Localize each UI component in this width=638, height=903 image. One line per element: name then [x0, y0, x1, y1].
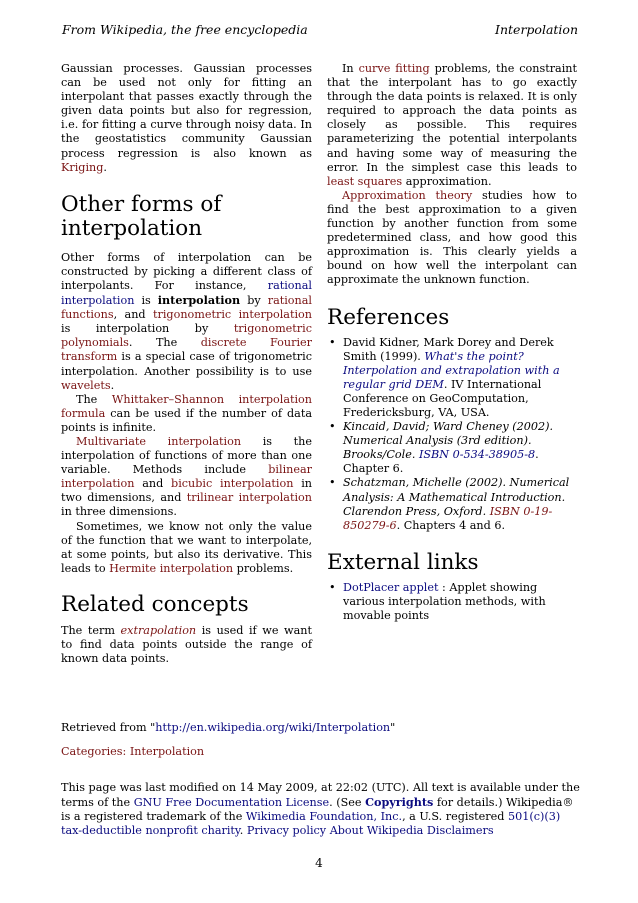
page-number: 4: [315, 856, 323, 870]
text: in two dimensions, and: [61, 477, 312, 505]
text: .: [103, 160, 107, 174]
text: . IV International Conference on GeoComputation, Fredericksburg, VA, USA.: [343, 377, 542, 419]
heading-external-links: External links: [327, 549, 479, 575]
paragraph-approximation-theory: [327, 189, 577, 288]
paragraph-multivariate: [61, 435, 312, 520]
references-list: [327, 336, 577, 533]
link-approximation-theory[interactable]: Approximation theory: [342, 188, 473, 202]
text: . Chapters 4 and 6.: [396, 518, 506, 532]
citation-text: Kincaid, David; Ward Cheney (2002). Numerical Analysis (3rd edition). Brooks/Cole.: [343, 420, 554, 462]
link-wavelets[interactable]: wavelets: [61, 378, 111, 392]
link-wikimedia-foundation[interactable]: Wikimedia Foundation, Inc.: [245, 810, 403, 824]
text: is used if we want to find data points outside the range of known data points.: [61, 623, 312, 666]
text: .: [110, 378, 115, 392]
heading-other-forms: Other forms of interpolation: [61, 191, 222, 241]
paragraph-whittaker: [61, 393, 312, 435]
running-header-title: Interpolation: [495, 22, 578, 37]
link-copyrights[interactable]: Copyrights: [365, 795, 434, 810]
reference-item: [343, 420, 577, 476]
heading-related-concepts: Related concepts: [61, 591, 249, 617]
link-about-wikipedia[interactable]: About Wikipedia: [329, 824, 424, 838]
left-column: [61, 62, 312, 666]
link-discrete-fourier-transform[interactable]: discrete Fourier transform: [61, 336, 312, 364]
text: Retrieved from ": [61, 721, 156, 734]
retrieved-from: [61, 721, 581, 735]
link-gfdl[interactable]: GNU Free Documentation License: [133, 796, 330, 810]
text: by: [240, 294, 268, 308]
link-rational-interpolation[interactable]: rational interpolation: [61, 278, 312, 308]
text: This page was last modified on 14 May 2009, at 22:02 (UTC). All text is available under the terms of the: [61, 781, 580, 810]
text: . The: [128, 336, 201, 350]
last-modified-notice: [61, 781, 581, 838]
link-whittaker-shannon[interactable]: Whittaker–Shannon interpolation formula: [61, 392, 312, 420]
text: approximation.: [402, 174, 492, 188]
text: is a special case of trigonometric interpolation. Another possibility is to use: [61, 350, 312, 378]
text: can be used if the number of data points is infinite.: [61, 406, 312, 434]
link-category-interpolation[interactable]: Interpolation: [129, 745, 205, 758]
text: and: [134, 477, 172, 491]
heading-references: References: [327, 304, 450, 330]
text: David Kidner, Mark Dorey and Derek Smith (1999).: [343, 335, 554, 363]
link-kriging[interactable]: Kriging: [61, 160, 104, 174]
link-multivariate-interpolation[interactable]: Multivariate interpolation: [76, 434, 242, 448]
link-privacy-policy[interactable]: Privacy policy: [246, 824, 327, 838]
text: in three dimensions.: [61, 505, 177, 519]
text: is: [134, 294, 158, 308]
link-hermite-interpolation[interactable]: Hermite interpolation: [109, 561, 234, 575]
link-dotplacer-applet[interactable]: DotPlacer applet: [343, 580, 439, 594]
paragraph-gaussian: [61, 62, 312, 175]
link-retrieved-url[interactable]: http://en.wikipedia.org/wiki/Interpolation: [155, 721, 391, 734]
reference-item: [343, 336, 577, 421]
paragraph-curve-fitting: [327, 62, 577, 189]
text: The: [76, 392, 112, 406]
paragraph-other-forms: [61, 251, 312, 393]
text: ": [390, 721, 396, 734]
link-bicubic-interpolation[interactable]: bicubic interpolation: [171, 477, 294, 491]
text: is the interpolation of functions of more than one variable. Methods include: [61, 434, 312, 477]
bold-term: interpolation: [157, 293, 241, 308]
categories-label[interactable]: Categories:: [61, 745, 130, 758]
link-trigonometric-interpolation[interactable]: trigonometric interpolation: [153, 308, 312, 322]
link-extrapolation[interactable]: extrapolation: [120, 623, 197, 637]
link-least-squares[interactable]: least squares: [327, 174, 403, 188]
text: : Applet showing various interpolation methods, with movable points: [343, 580, 546, 622]
text: for details.) Wikipedia® is a registered trademark of the: [61, 796, 574, 824]
categories: [61, 745, 581, 759]
citation-text: Schatzman, Michelle (2002). Numerical Analysis: A Mathematical Introduction. Clarendon Press, Oxford.: [343, 476, 570, 518]
external-link-item: [343, 581, 577, 623]
text: Sometimes, we know not only the value of the function that we want to interpolate, at some points, but also its derivative. This leads to: [61, 519, 312, 575]
link-bilinear-interpolation[interactable]: bilinear interpolation: [61, 463, 312, 491]
link-trigonometric-polynomials[interactable]: trigonometric polynomials: [61, 322, 312, 350]
text: problems, the constraint that the interpolant has to go exactly through the data points is relaxed. It is only required to approach the data points as closely as possible. This requires parameterizing the potential interpolants and having some way of measuring the error. In the simplest case this leads to: [327, 62, 578, 174]
link-isbn-0198502796[interactable]: ISBN 0-19-850279-6: [343, 504, 553, 532]
link-disclaimers[interactable]: Disclaimers: [426, 824, 494, 838]
paragraph-extrapolation: [61, 624, 312, 666]
paragraph-hermite: [61, 520, 312, 576]
text: studies how to find the best approximation to a given function by another function from some predetermined class, and how good this approximation is. This clearly yields a bound on how well the interpolant can approximate the unknown function.: [327, 188, 577, 287]
right-column: [327, 62, 577, 623]
reference-item: [343, 476, 577, 532]
text: . (See: [329, 796, 366, 810]
text: Gaussian processes. Gaussian processes can be used not only for fitting an interpolant that passes exactly through the given data points but also for regression, i.e. for fitting a curve through noisy data. In the geostatistics community Gaussian process regression is also known as: [61, 62, 312, 160]
text: . Chapter 6.: [343, 448, 539, 476]
link-trilinear-interpolation[interactable]: trilinear interpolation: [186, 491, 312, 505]
text: .: [239, 824, 247, 838]
text: In: [342, 62, 359, 75]
text: is interpolation by: [61, 322, 234, 336]
text: , and: [113, 308, 153, 322]
link-isbn-0534389058[interactable]: ISBN 0-534-38905-8: [418, 448, 536, 462]
text: problems.: [233, 561, 294, 575]
text: Other forms of interpolation can be constructed by picking a different class of interpolants. For instance,: [61, 250, 312, 292]
link-whats-the-point[interactable]: What's the point? Interpolation and extrapolation with a regular grid DEM: [343, 349, 560, 391]
link-curve-fitting[interactable]: curve fitting: [358, 62, 430, 75]
text: , a U.S. registered: [402, 810, 508, 824]
text: The term: [61, 623, 121, 637]
running-header-source: From Wikipedia, the free encyclopedia: [62, 22, 308, 37]
link-501c3[interactable]: 501(c)(3) tax-deductible nonprofit charity: [61, 810, 561, 838]
link-rational-functions[interactable]: rational functions: [61, 294, 312, 322]
external-links-list: [327, 581, 577, 623]
